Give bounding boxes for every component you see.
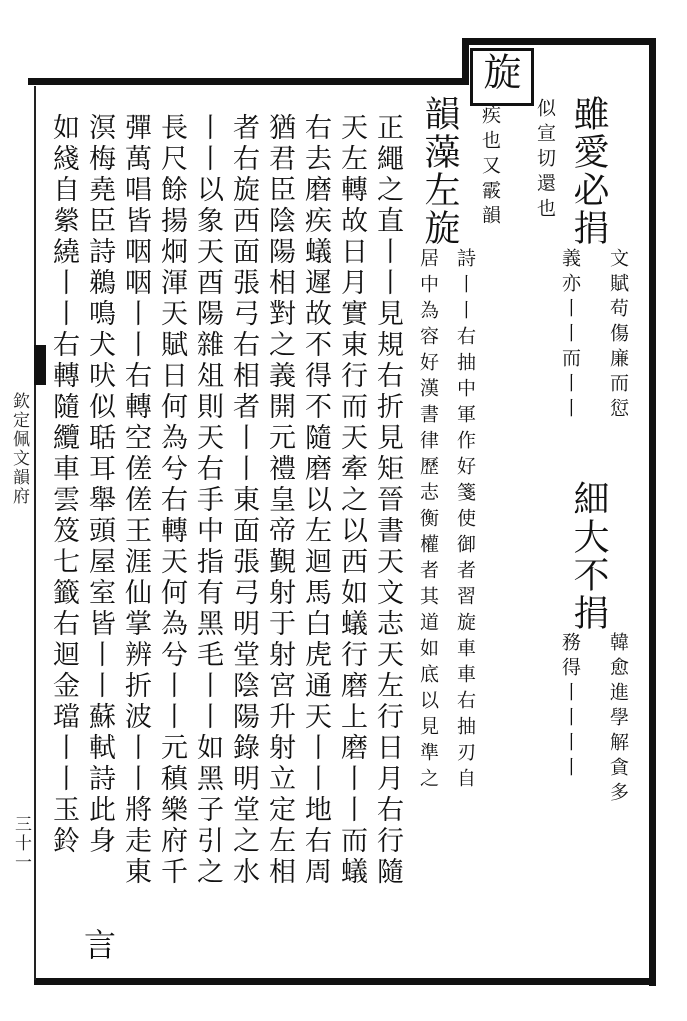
entry-phrase-3: 韻藻左旋 xyxy=(419,95,460,247)
entry-note-3a: 詩丨丨右抽中軍作好箋使御者習旋車車右抽刃自 xyxy=(454,248,476,794)
body-col-4: 天左轉故日月實東行而天牽之以西如蟻行磨上磨丨丨而蟻 xyxy=(336,113,367,888)
frame-top-right xyxy=(462,38,656,45)
body-col-10: 彈萬唱皆咽咽丨丨右轉空傞傞王涯仙掌辨折波丨丨將走東 xyxy=(120,113,151,888)
body-col-7: 者右旋西面張弓右相者丨丨東面張弓明堂陰陽錄明堂之水 xyxy=(228,113,259,888)
heading-alt-reading: 疾也又霰韻 xyxy=(479,105,501,230)
entry-note-1: 文賦苟傷廉而愆 xyxy=(607,248,629,423)
frame-bottom xyxy=(34,978,656,985)
frame-top-left xyxy=(28,78,468,85)
entry-note-3b: 居中為容好漢書律歷志衡權者其道如底以見準之 xyxy=(417,248,439,794)
body-col-5: 右去磨疾蟻遲故不得不隨磨以左迴馬白虎通天丨丨地右周 xyxy=(300,113,331,888)
body-col-8: 丨丨以象天酉陽雜俎則天右手中指有黑毛丨丨如黑子引之 xyxy=(192,113,223,888)
margin-page-number: 三十一 xyxy=(11,815,31,872)
margin-book-title: 欽定佩文韻府 xyxy=(9,392,29,506)
fishtail-mark xyxy=(34,345,46,385)
heading-char: 旋 xyxy=(477,52,521,92)
body-col-11: 溟梅堯臣詩鵜鳴犬吠似聒耳舉頭屋室皆丨丨蘇軾詩此身 xyxy=(84,113,115,857)
body-col-9: 長尺餘揚炯渾天賦日何為兮右轉天何為兮丨丨元稹樂府千 xyxy=(156,113,187,888)
body-col-12: 如綫自縈繞丨丨右轉隨纜車雲笈七籤右迴金璫丨丨玉鈴 xyxy=(48,113,79,857)
body-col-3: 正繩之直丨丨見規右折見矩晉書天文志天左行日月右行隨 xyxy=(372,113,403,888)
entry-note-2-cont: 務得丨丨丨丨 xyxy=(559,632,581,782)
body-col-6: 猶君臣陰陽相對之義開元禮皇帝覲射于射宮升射立定左相 xyxy=(264,113,295,888)
entry-phrase-2: 細大不捐 xyxy=(568,480,609,632)
heading-fanqie: 似宣切還也 xyxy=(534,98,556,223)
entry-note-1-cont: 義亦丨丨而丨丨 xyxy=(559,248,581,423)
body-col-11-large-char: 言 xyxy=(79,928,117,962)
margin-rule xyxy=(34,86,36,980)
frame-right xyxy=(649,38,656,986)
frame-notch-vertical xyxy=(462,38,469,85)
entry-note-2: 韓愈進學解貪多 xyxy=(607,632,629,807)
entry-phrase-1: 雖愛必捐 xyxy=(568,95,609,247)
